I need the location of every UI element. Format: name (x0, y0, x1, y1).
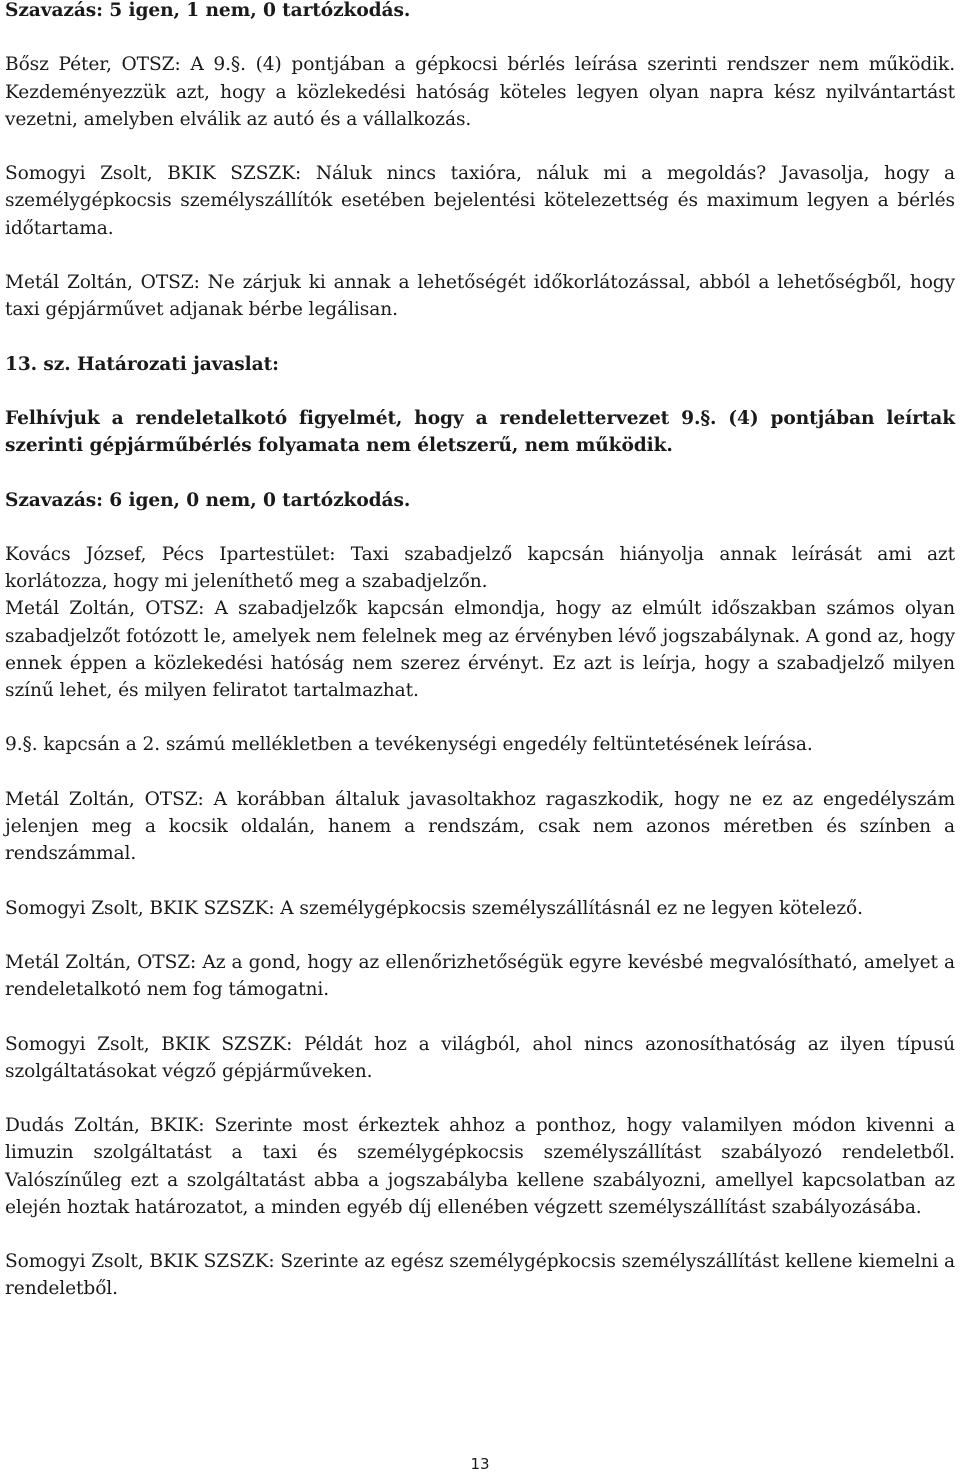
proposal-title: Határozati javaslat: (70, 353, 279, 375)
statement-metal-1: Metál Zoltán, OTSZ: Ne zárjuk ki annak a lehetőségét időkorlátozással, abból a lehetőségből, hogy taxi gépjárművet adjanak bérbe legálisan. (5, 271, 955, 321)
statement-bosz: Bősz Péter, OTSZ: A 9.§. (4) pontjában a gépkocsi bérlés leírása szerinti rendszer nem működik. Kezdeményezzük azt, hogy a közlekedési hatóság köteles legyen olyan napra kész nyilvántartást vezetni, amelyben elválik az autó és a vállalkozás. (5, 54, 955, 130)
proposal-body: Felhívjuk a rendeletalkotó figyelmét, hogy a rendelettervezet 9.§. (4) pontjában leírtak szerinti gépjárműbérlés folyamata nem életszerű, nem működik. (5, 407, 955, 457)
statement-kovacs: Kovács József, Pécs Ipartestület: Taxi szabadjelző kapcsán hiányolja annak leírását ami azt korlátozza, hogy mi jeleníthető meg a szabadjelzőn. (5, 543, 955, 593)
statement-somogyi-3: Somogyi Zsolt, BKIK SZSZK: Példát hoz a világból, ahol nincs azonosíthatóság az ilyen típusú szolgáltatásokat végző gépjárműveken. (5, 1033, 955, 1082)
statement-somogyi-2: Somogyi Zsolt, BKIK SZSZK: A személygépkocsis személyszállításnál ez ne legyen kötelező. (5, 897, 863, 919)
vote-result-1: Szavazás: 5 igen, 1 nem, 0 tartózkodás. (5, 0, 411, 21)
document-page (5, 0, 955, 1303)
vote-result-2: Szavazás: 6 igen, 0 nem, 0 tartózkodás. (5, 489, 411, 511)
page-number: 13 (470, 1455, 490, 1473)
statement-metal-4: Metál Zoltán, OTSZ: Az a gond, hogy az ellenőrizhetőségük egyre kevésbé megvalósítható, amelyet a rendeletalkotó nem fog támogatni. (5, 951, 955, 1001)
statement-dudas: Dudás Zoltán, BKIK: Szerinte most érkeztek ahhoz a ponthoz, hogy valamilyen módon kivenni a limuzin szolgáltatást a taxi és személygépkocsis személyszállítást szabályozó rendeletből. Valószínűleg ezt a szolgáltatást abba a jogszabályba kellene szabályozni, amellyel kapcsolatban az elején hoztak határozatot, a minden egyéb díj ellenében végzett személyszállítást szabályozásába. (5, 1115, 955, 1218)
section-9-note: 9.§. kapcsán a 2. számú mellékletben a tevékenységi engedély feltüntetésének leírása. (5, 734, 813, 756)
statement-metal-2: Metál Zoltán, OTSZ: A szabadjelzők kapcsán elmondja, hogy az elmúlt időszakban számos olyan szabadjelzőt fotózott le, amelyek nem felelnek meg az érvényben lévő jogszabálynak. A gond az, hogy ennek éppen a közlekedési hatóság nem szerez érvényt. Ez azt is leírja, hogy a szabadjelző milyen színű lehet, és milyen feliratot tartalmazhat. (5, 598, 955, 701)
proposal-number: 13. sz. (5, 353, 71, 375)
statement-somogyi-4: Somogyi Zsolt, BKIK SZSZK: Szerinte az egész személygépkocsis személyszállítást kellene kiemelni a rendeletből. (5, 1251, 955, 1300)
proposal-heading (5, 351, 955, 378)
statement-somogyi-1: Somogyi Zsolt, BKIK SZSZK: Náluk nincs taxióra, náluk mi a megoldás? Javasolja, hogy a személygépkocsis személyszállítók esetében bejelentési kötelezettség és maximum legyen a bérlés időtartama. (5, 163, 955, 239)
statement-metal-3: Metál Zoltán, OTSZ: A korábban általuk javasoltakhoz ragaszkodik, hogy ne ez az engedélyszám jelenjen meg a kocsik oldalán, hanem a rendszám, csak nem azonos méretben és színben a rendszámmal. (5, 788, 955, 865)
